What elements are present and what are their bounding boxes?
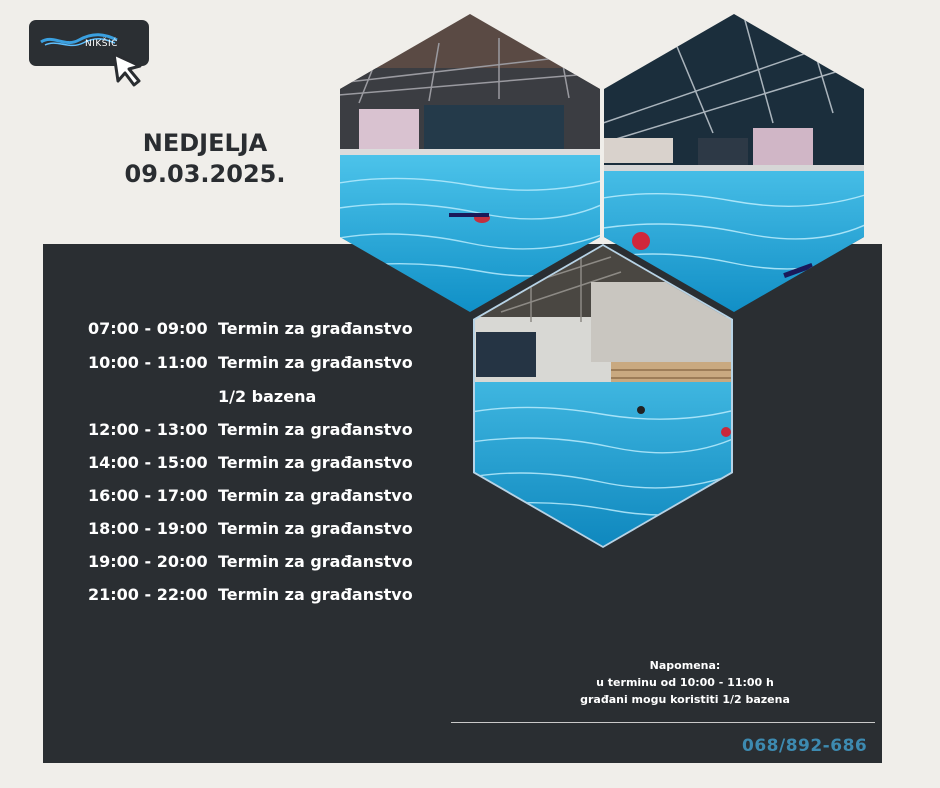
schedule-time: 19:00 - 20:00 <box>88 552 208 571</box>
logo-text: NIKŠIĆ <box>85 39 118 49</box>
schedule-desc: Termin za građanstvo <box>218 585 413 604</box>
schedule-time: 07:00 - 09:00 <box>88 319 208 338</box>
schedule-time: 21:00 - 22:00 <box>88 585 208 604</box>
pool-photo-3 <box>471 242 735 550</box>
day-label: NEDJELJA <box>142 129 268 157</box>
date-label: 09.03.2025. <box>124 160 286 188</box>
schedule-time: 12:00 - 13:00 <box>88 420 208 439</box>
schedule-desc: Termin za građanstvo <box>218 486 413 505</box>
schedule-desc: Termin za građanstvo <box>218 552 413 571</box>
schedule-desc: Termin za građanstvo <box>218 319 413 338</box>
note-line: građani mogu koristiti 1/2 bazena <box>580 693 790 706</box>
phone-number[interactable]: 068/892-686 <box>742 736 868 756</box>
schedule-desc: Termin za građanstvo <box>218 420 413 439</box>
schedule-desc: Termin za građanstvo <box>218 353 413 372</box>
schedule-desc: 1/2 bazena <box>218 387 317 406</box>
date-header <box>100 128 310 190</box>
note-title: Napomena: <box>649 659 721 672</box>
schedule-time: 10:00 - 11:00 <box>88 353 208 372</box>
note-block <box>560 657 810 708</box>
schedule-time: 14:00 - 15:00 <box>88 453 208 472</box>
schedule-desc: Termin za građanstvo <box>218 519 413 538</box>
divider <box>451 722 875 723</box>
schedule-time: 18:00 - 19:00 <box>88 519 208 538</box>
note-line: u terminu od 10:00 - 11:00 h <box>596 676 774 689</box>
cursor-icon <box>110 50 148 88</box>
schedule-desc: Termin za građanstvo <box>218 453 413 472</box>
schedule-time: 16:00 - 17:00 <box>88 486 208 505</box>
